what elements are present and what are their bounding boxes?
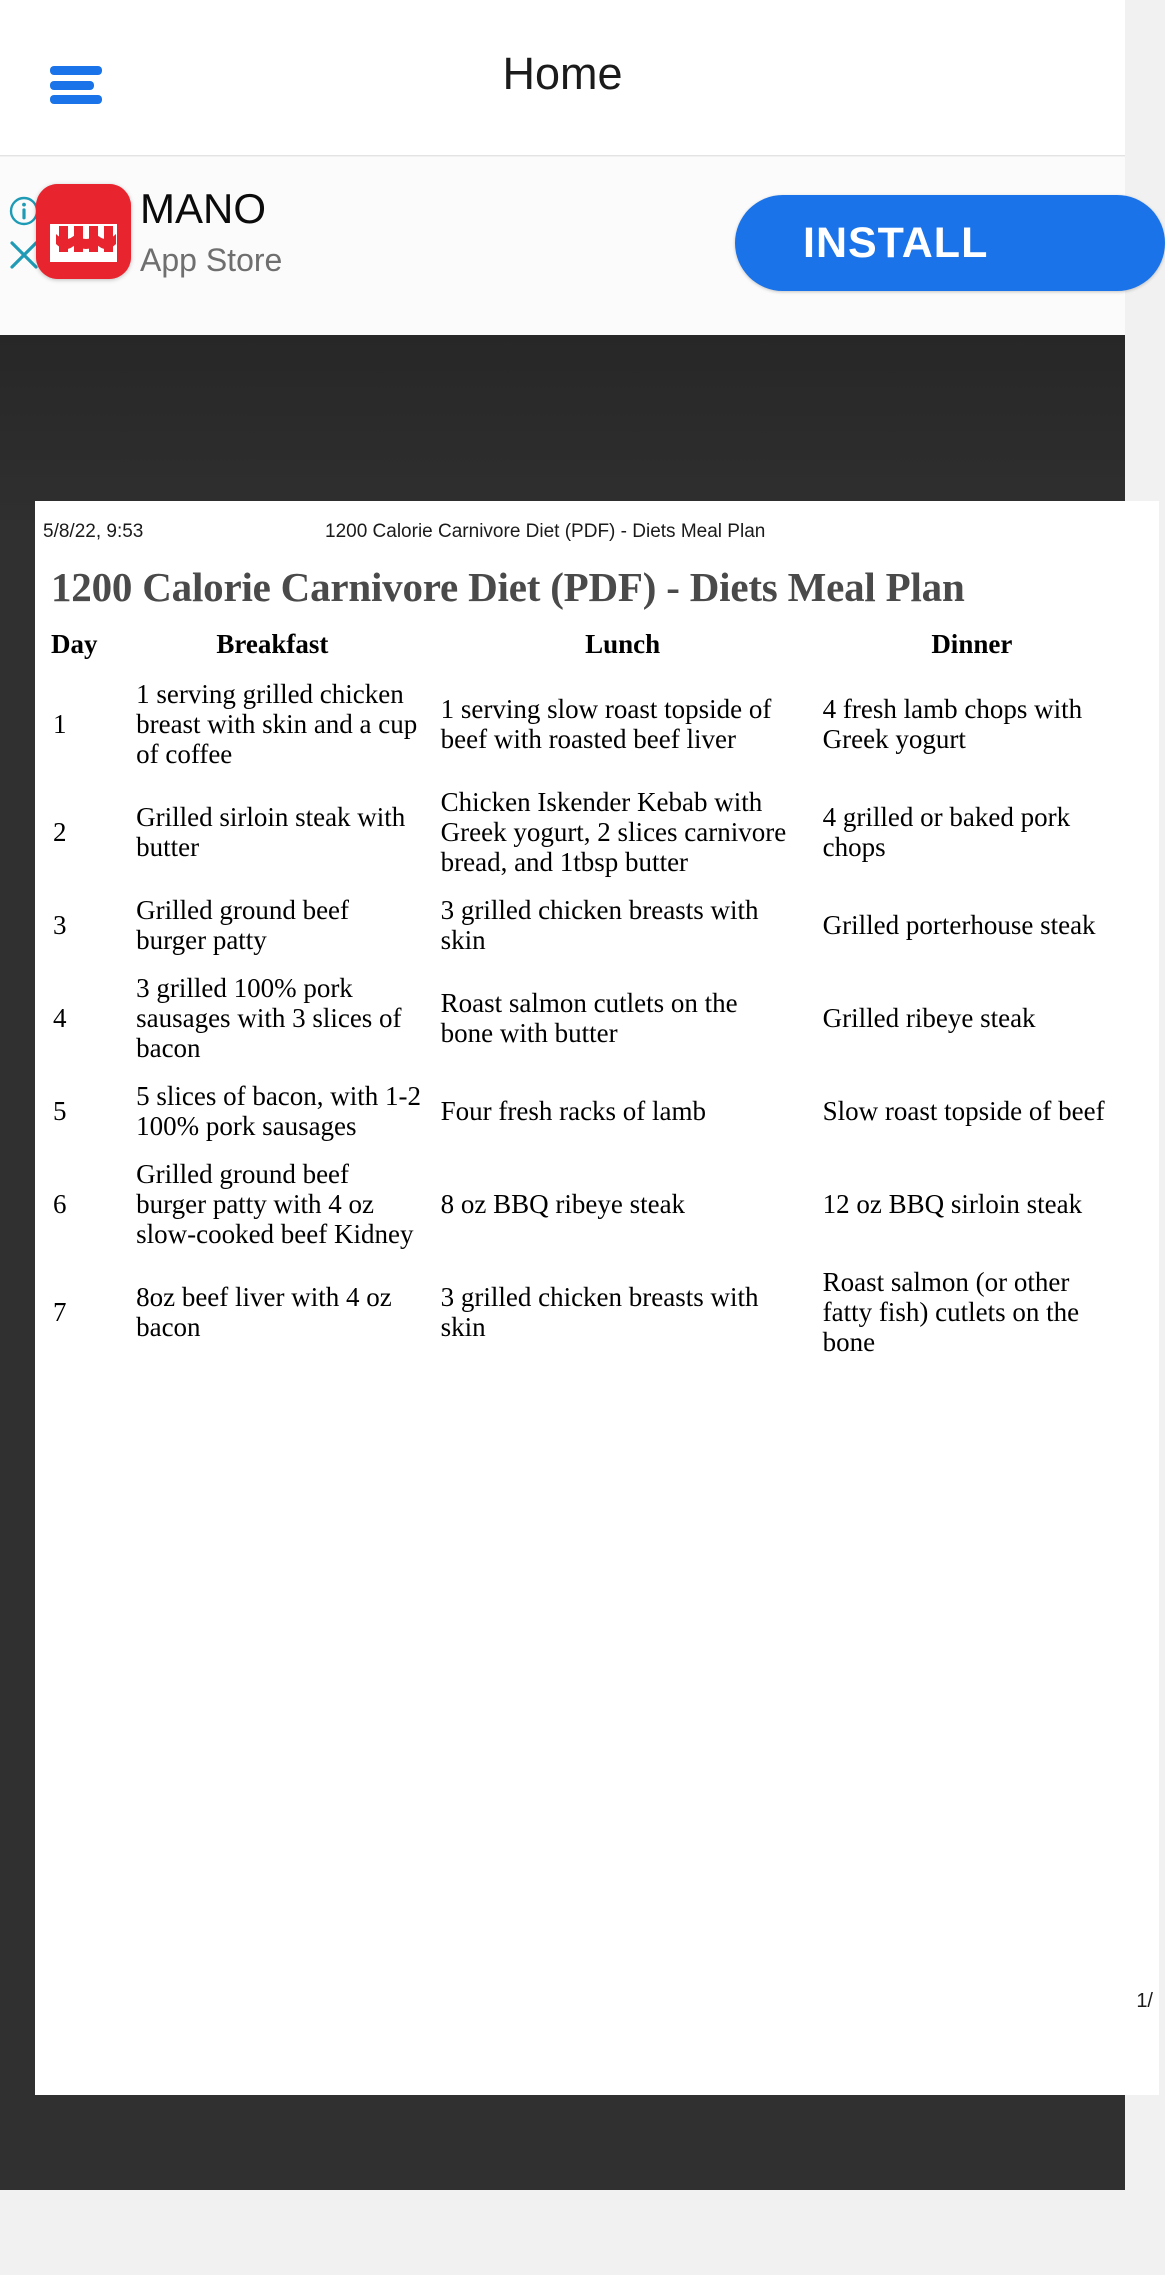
- ad-banner[interactable]: [0, 157, 1125, 335]
- pdf-document-name: 1200 Calorie Carnivore Diet (PDF) - Diets Meal Plan: [325, 521, 766, 542]
- cell-lunch: Four fresh racks of lamb: [440, 1096, 707, 1126]
- bottom-strip: [0, 2190, 1125, 2275]
- cell-lunch: Chicken Iskender Kebab with Greek yogurt, 2 slices carnivore bread, and 1tbsp butter: [440, 787, 787, 877]
- cell-breakfast: Grilled ground beef burger patty: [136, 895, 350, 955]
- pdf-viewer[interactable]: [0, 335, 1153, 2190]
- cell-day: 6: [53, 1189, 67, 1219]
- pdf-page-number: 1/: [1136, 1990, 1153, 2012]
- pdf-title: 1200 Calorie Carnivore Diet (PDF) - Diets Meal Plan: [51, 564, 965, 610]
- cell-breakfast: Grilled sirloin steak with butter: [136, 802, 406, 862]
- column-header-breakfast: Breakfast: [216, 629, 329, 659]
- cell-day: 2: [53, 817, 67, 847]
- table-header-row: [45, 629, 1135, 670]
- pdf-running-head: [35, 521, 1159, 547]
- cell-day: 7: [53, 1297, 67, 1327]
- table-row: [45, 964, 1135, 1072]
- cell-lunch: 8 oz BBQ ribeye steak: [440, 1189, 686, 1219]
- table-row: [45, 1258, 1135, 1366]
- cell-day: 4: [53, 1003, 67, 1033]
- column-header-day: Day: [51, 629, 98, 659]
- meal-plan-table: [45, 629, 1135, 1366]
- app-bar: [0, 0, 1125, 156]
- cell-lunch: Roast salmon cutlets on the bone with butter: [440, 988, 738, 1048]
- cell-day: 5: [53, 1096, 67, 1126]
- table-row: [45, 778, 1135, 886]
- ad-text-block: [140, 183, 500, 279]
- cell-breakfast: 1 serving grilled chicken breast with skin and a cup of coffee: [136, 679, 418, 769]
- cell-lunch: 3 grilled chicken breasts with skin: [440, 1282, 759, 1342]
- table-row: [45, 670, 1135, 778]
- cell-dinner: 4 fresh lamb chops with Greek yogurt: [822, 694, 1083, 754]
- pdf-print-date: 5/8/22, 9:53: [43, 521, 144, 542]
- cell-lunch: 3 grilled chicken breasts with skin: [440, 895, 759, 955]
- mano-app-icon[interactable]: [36, 184, 131, 279]
- ad-app-name: MANO: [140, 185, 266, 232]
- column-header-dinner: Dinner: [931, 629, 1013, 659]
- cell-breakfast: 3 grilled 100% pork sausages with 3 slices of bacon: [136, 973, 402, 1063]
- ad-source-label: App Store: [140, 242, 283, 278]
- cell-breakfast: 5 slices of bacon, with 1-2 100% pork sausages: [136, 1081, 422, 1141]
- cell-dinner: Slow roast topside of beef: [822, 1096, 1105, 1126]
- column-header-lunch: Lunch: [585, 629, 661, 659]
- cell-day: 1: [53, 709, 67, 739]
- install-button[interactable]: INSTALL: [735, 195, 1165, 291]
- cell-dinner: Grilled porterhouse steak: [822, 910, 1096, 940]
- cell-dinner: Roast salmon (or other fatty fish) cutlets on the bone: [822, 1267, 1080, 1357]
- cell-lunch: 1 serving slow roast topside of beef with roasted beef liver: [440, 694, 772, 754]
- pdf-page: [35, 501, 1159, 2095]
- cell-day: 3: [53, 910, 67, 940]
- table-row: [45, 1150, 1135, 1258]
- page-title: Home: [502, 48, 623, 99]
- table-row: [45, 1072, 1135, 1150]
- cell-dinner: 12 oz BBQ sirloin steak: [822, 1189, 1083, 1219]
- cell-breakfast: Grilled ground beef burger patty with 4 oz slow-cooked beef Kidney: [136, 1159, 414, 1249]
- cell-dinner: 4 grilled or baked pork chops: [822, 802, 1071, 862]
- cell-dinner: Grilled ribeye steak: [822, 1003, 1036, 1033]
- table-row: [45, 886, 1135, 964]
- cell-breakfast: 8oz beef liver with 4 oz bacon: [136, 1282, 392, 1342]
